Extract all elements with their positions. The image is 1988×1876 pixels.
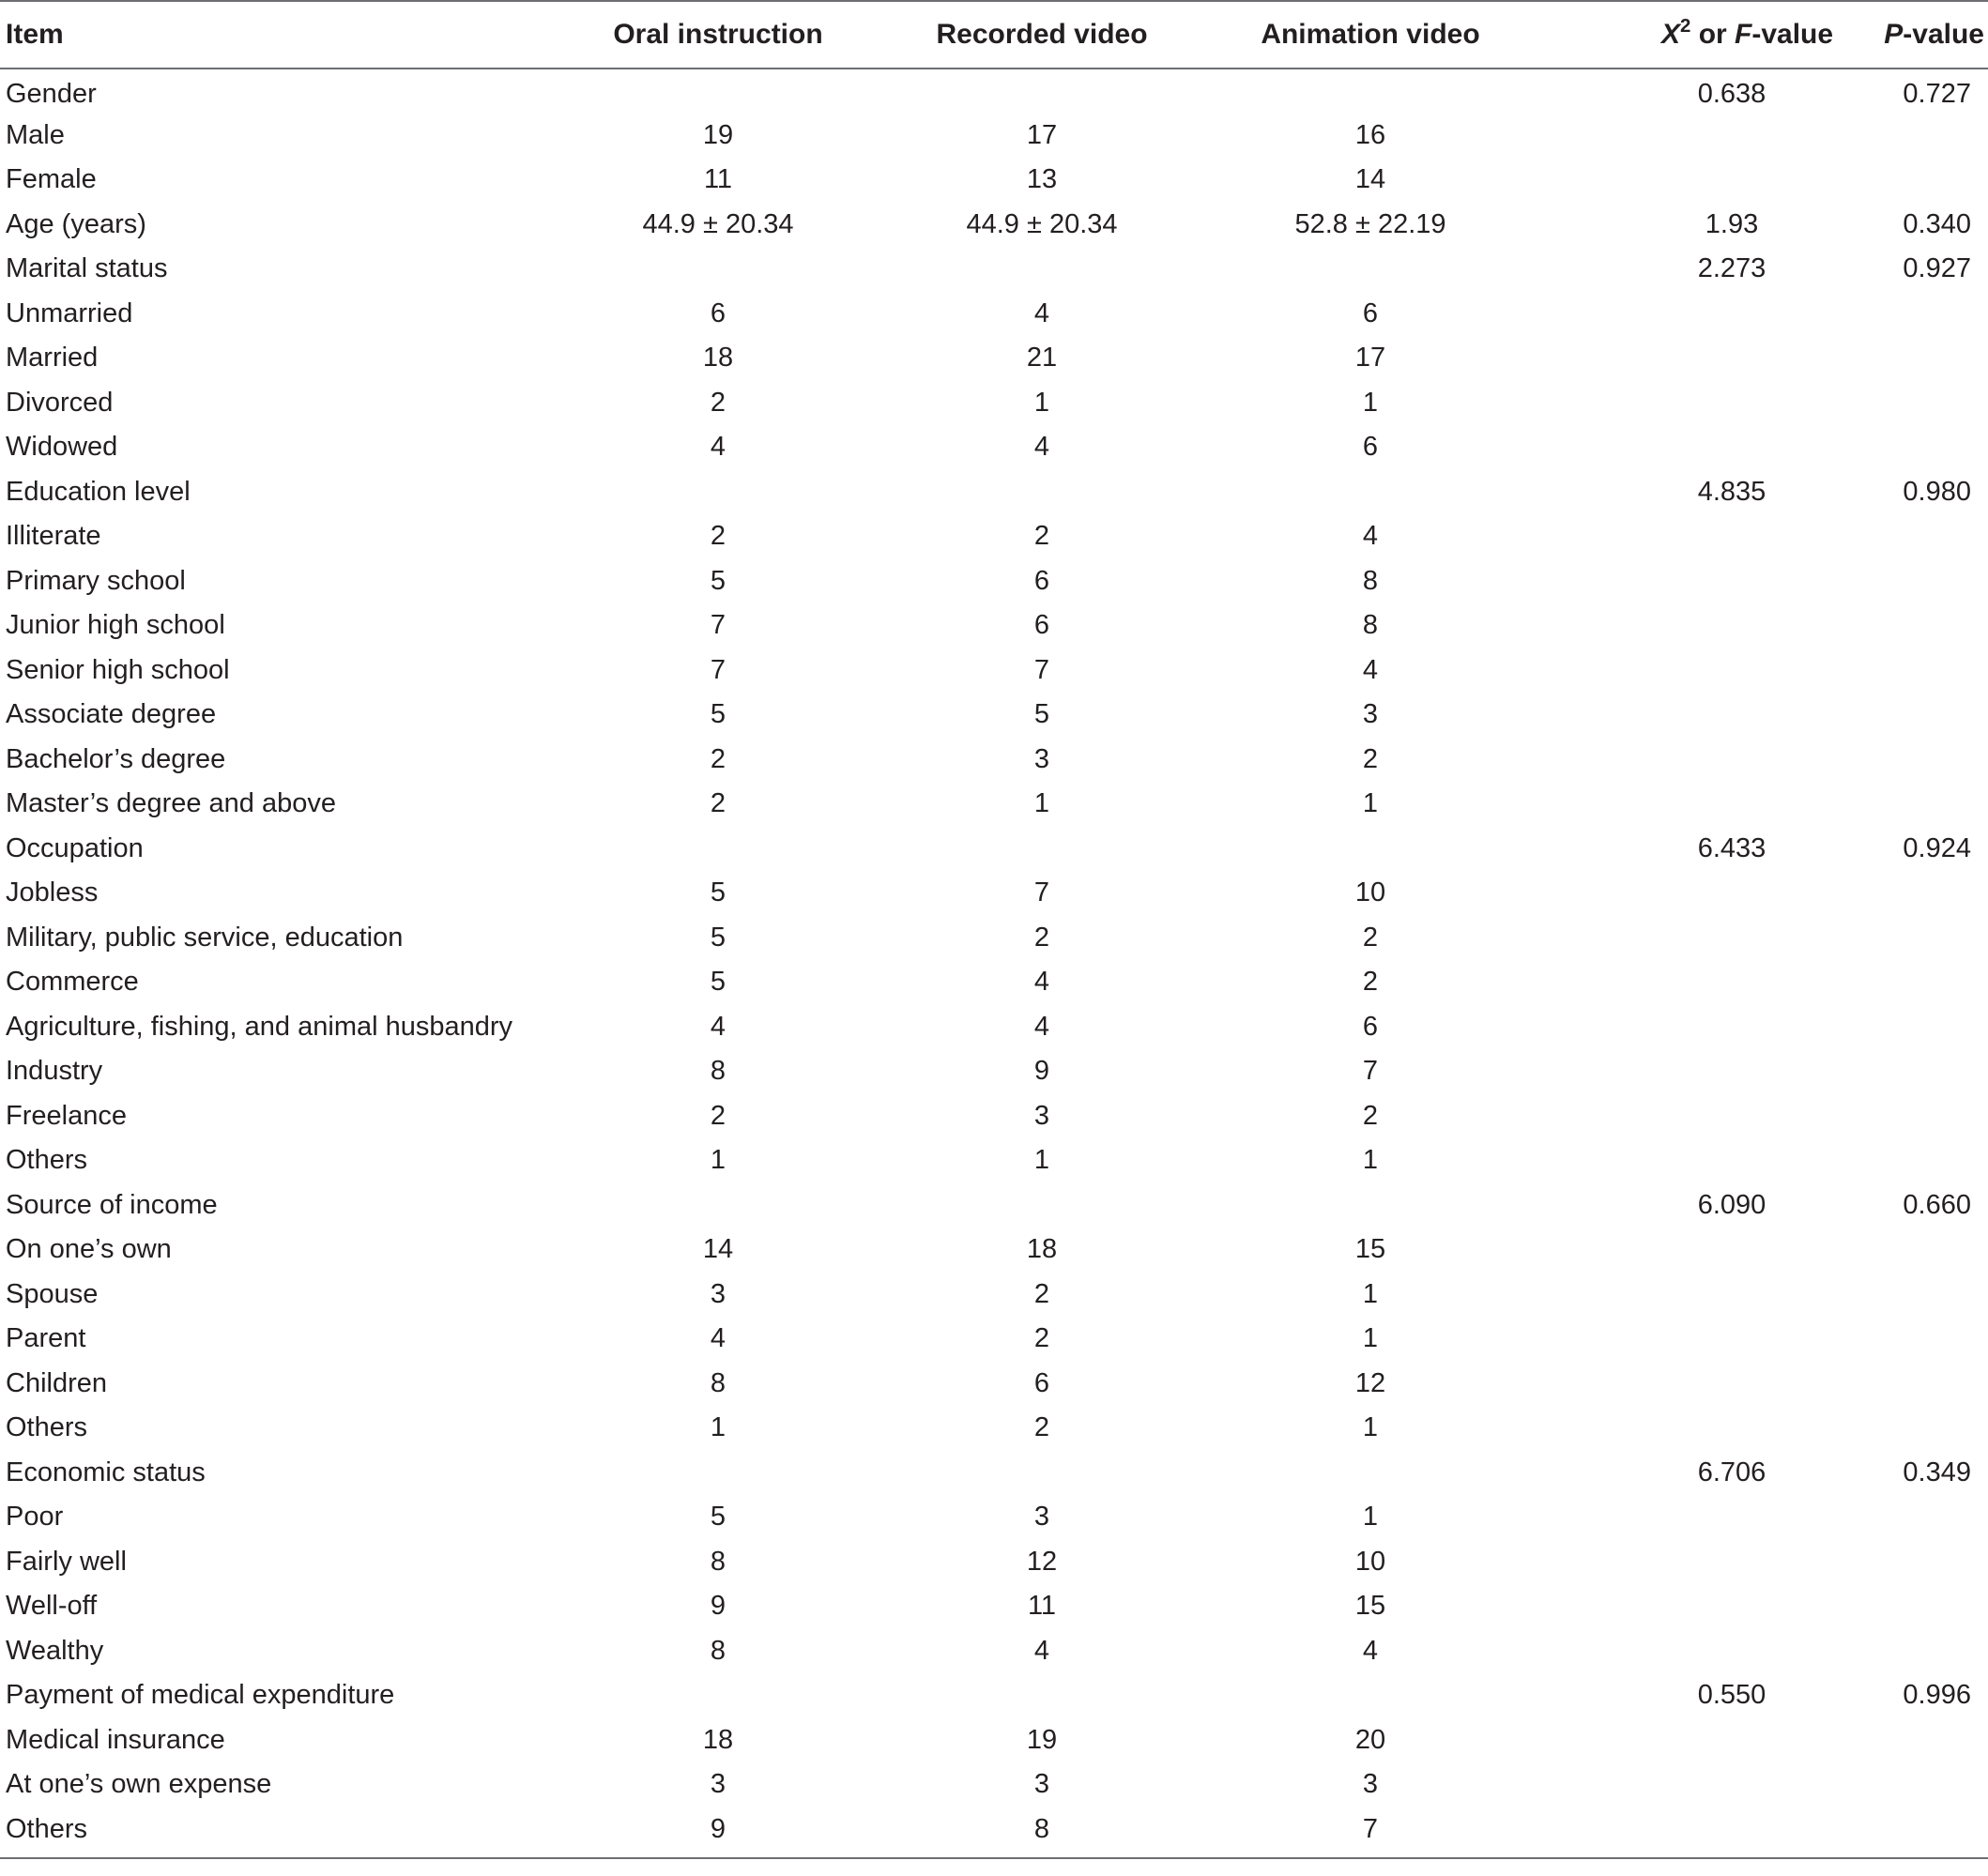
- cell-statistic: [1567, 514, 1802, 559]
- cell-recorded-video: 4: [1033, 1635, 1050, 1666]
- cell-p-value: [1802, 336, 1988, 381]
- cell-p-value: [1802, 1762, 1988, 1807]
- cell-oral-instruction: [526, 1673, 910, 1718]
- table-row: [0, 470, 1988, 515]
- cell-item: Master’s degree and above: [6, 788, 336, 819]
- cell-item: Others: [6, 1145, 88, 1176]
- cell-animation-video: [1173, 1451, 1567, 1496]
- cell-animation-video: 2: [1362, 967, 1379, 998]
- table-row: [0, 336, 1988, 381]
- cell-statistic: [1567, 960, 1802, 1005]
- table-header: [0, 1, 1988, 69]
- cell-animation-video: [1173, 1183, 1567, 1228]
- table-row: [0, 827, 1988, 872]
- cell-oral-instruction: [526, 247, 910, 292]
- cell-oral-instruction: 5: [710, 922, 726, 953]
- cell-oral-instruction: 8: [710, 1367, 726, 1398]
- cell-recorded-video: [910, 1451, 1173, 1496]
- table-row: [0, 1049, 1988, 1094]
- cell-recorded-video: 7: [1033, 877, 1050, 908]
- cell-p-value: [1802, 1005, 1988, 1050]
- cell-oral-instruction: 8: [710, 1056, 726, 1087]
- cell-animation-video: 1: [1362, 1145, 1379, 1176]
- cell-p-value: 0.927: [1903, 253, 1971, 284]
- cell-recorded-video: 2: [1033, 922, 1050, 953]
- header-oral-instruction: Oral instruction: [526, 1, 910, 69]
- cell-p-value: [1802, 292, 1988, 337]
- cell-recorded-video: 19: [1026, 1724, 1058, 1755]
- cell-item: Jobless: [6, 877, 99, 908]
- cell-item: On one’s own: [6, 1234, 172, 1265]
- cell-animation-video: 10: [1354, 1546, 1386, 1577]
- cell-oral-instruction: [526, 827, 910, 872]
- cell-oral-instruction: 4: [710, 1011, 726, 1042]
- cell-recorded-video: 7: [1033, 654, 1050, 685]
- table-row: [0, 648, 1988, 694]
- cell-statistic: 0.550: [1697, 1680, 1766, 1711]
- cell-recorded-video: [910, 69, 1173, 114]
- cell-recorded-video: 5: [1033, 699, 1050, 730]
- cell-recorded-video: 2: [1033, 1412, 1050, 1443]
- cell-item: Economic status: [6, 1457, 206, 1487]
- cell-recorded-video: 11: [1027, 1591, 1057, 1622]
- cell-oral-instruction: 44.9 ± 20.34: [642, 208, 794, 239]
- cell-item: Gender: [6, 78, 97, 109]
- cell-statistic: [1567, 114, 1802, 159]
- table-row: [0, 1094, 1988, 1139]
- cell-oral-instruction: 9: [710, 1591, 726, 1622]
- cell-item: At one’s own expense: [6, 1769, 272, 1800]
- cell-p-value: [1802, 514, 1988, 559]
- cell-animation-video: 8: [1362, 610, 1379, 641]
- cell-p-value: 0.660: [1903, 1189, 1971, 1220]
- cell-p-value: [1802, 1317, 1988, 1362]
- cell-animation-video: 1: [1362, 1323, 1379, 1354]
- cell-p-value: 0.349: [1903, 1457, 1971, 1487]
- header-stat-x: X: [1661, 19, 1681, 50]
- cell-item: Illiterate: [6, 521, 101, 552]
- cell-oral-instruction: 7: [710, 654, 726, 685]
- cell-p-value: [1802, 1807, 1988, 1859]
- cell-oral-instruction: 2: [710, 1100, 726, 1131]
- table-row: [0, 514, 1988, 559]
- cell-recorded-video: 6: [1033, 610, 1050, 641]
- table-row: [0, 1629, 1988, 1674]
- cell-statistic: 2.273: [1697, 253, 1766, 284]
- cell-oral-instruction: 4: [710, 1323, 726, 1354]
- cell-oral-instruction: 9: [526, 1807, 910, 1859]
- cell-item: Freelance: [6, 1100, 127, 1131]
- table-row: [0, 1228, 1988, 1273]
- table-row: [0, 1406, 1988, 1451]
- cell-oral-instruction: [526, 470, 910, 515]
- cell-animation-video: 4: [1362, 1635, 1379, 1666]
- cell-recorded-video: [910, 827, 1173, 872]
- cell-oral-instruction: 18: [702, 1724, 734, 1755]
- table-row: [0, 1495, 1988, 1540]
- table-row: [0, 1183, 1988, 1228]
- cell-statistic: [1567, 648, 1802, 694]
- cell-recorded-video: 3: [1033, 743, 1050, 774]
- cell-animation-video: 3: [1362, 1769, 1379, 1800]
- cell-statistic: 6.433: [1697, 832, 1766, 863]
- cell-item: Fairly well: [6, 1546, 127, 1577]
- cell-recorded-video: 9: [1033, 1056, 1050, 1087]
- cell-animation-video: 2: [1362, 1100, 1379, 1131]
- cell-oral-instruction: 7: [710, 610, 726, 641]
- cell-item: Well-off: [6, 1591, 98, 1622]
- cell-p-value: [1802, 1495, 1988, 1540]
- table-row: [0, 1005, 1988, 1050]
- cell-oral-instruction: 19: [702, 119, 734, 150]
- cell-animation-video: 7: [1362, 1056, 1379, 1087]
- cell-oral-instruction: 6: [710, 297, 726, 328]
- cell-item: Married: [6, 343, 99, 374]
- cell-p-value: [1802, 603, 1988, 648]
- table-row: [0, 1718, 1988, 1763]
- cell-animation-video: 15: [1354, 1234, 1386, 1265]
- cell-statistic: [1567, 158, 1802, 203]
- cell-item: Others: [6, 1412, 88, 1443]
- cell-statistic: [1567, 1629, 1802, 1674]
- cell-statistic: [1567, 738, 1802, 783]
- cell-item: Agriculture, fishing, and animal husbandry: [6, 1011, 513, 1042]
- cell-animation-video: 1: [1362, 1502, 1379, 1533]
- cell-animation-video: 6: [1362, 297, 1379, 328]
- table-row: [0, 1584, 1988, 1629]
- cell-p-value: [1802, 381, 1988, 426]
- cell-oral-instruction: 8: [710, 1546, 726, 1577]
- cell-animation-video: [1173, 69, 1567, 114]
- cell-p-value: [1802, 960, 1988, 1005]
- table-row: [0, 738, 1988, 783]
- cell-statistic: [1567, 381, 1802, 426]
- header-p-letter: P: [1884, 19, 1904, 50]
- cell-p-value: 0.727: [1903, 78, 1971, 109]
- cell-recorded-video: 3: [1033, 1769, 1050, 1800]
- cell-item: Poor: [6, 1502, 64, 1533]
- cell-item: Senior high school: [6, 654, 230, 685]
- table-row: [0, 1317, 1988, 1362]
- cell-item: Widowed: [6, 432, 118, 463]
- cell-oral-instruction: [526, 1451, 910, 1496]
- cell-statistic: [1567, 1094, 1802, 1139]
- cell-p-value: 0.340: [1903, 208, 1971, 239]
- cell-recorded-video: [910, 470, 1173, 515]
- cell-statistic: [1567, 1762, 1802, 1807]
- cell-recorded-video: [910, 1673, 1173, 1718]
- cell-item: Payment of medical expenditure: [6, 1680, 395, 1711]
- cell-statistic: [1567, 1406, 1802, 1451]
- cell-statistic: 0.638: [1697, 78, 1766, 109]
- cell-p-value: [1802, 158, 1988, 203]
- cell-p-value: [1802, 1138, 1988, 1183]
- cell-oral-instruction: 2: [710, 788, 726, 819]
- cell-p-value: [1802, 1629, 1988, 1674]
- cell-statistic: [1567, 693, 1802, 738]
- cell-p-value: [1802, 871, 1988, 916]
- cell-statistic: [1567, 292, 1802, 337]
- cell-item: Associate degree: [6, 699, 217, 730]
- cell-recorded-video: 1: [1033, 1145, 1050, 1176]
- cell-animation-video: 3: [1362, 699, 1379, 730]
- cell-statistic: [1567, 1584, 1802, 1629]
- table-row: [0, 381, 1988, 426]
- header-item: Item: [0, 1, 526, 69]
- table-row: [0, 1451, 1988, 1496]
- cell-item: Junior high school: [6, 610, 225, 641]
- table-row: [0, 1273, 1988, 1318]
- cell-oral-instruction: 11: [703, 164, 733, 195]
- cell-item: Others: [0, 1807, 526, 1859]
- table-row: [0, 1673, 1988, 1718]
- cell-oral-instruction: 4: [710, 432, 726, 463]
- cell-animation-video: 1: [1362, 1412, 1379, 1443]
- cell-recorded-video: 3: [1033, 1100, 1050, 1131]
- table-row: [0, 1362, 1988, 1407]
- table-row: [0, 960, 1988, 1005]
- cell-item: Military, public service, education: [6, 922, 404, 953]
- cell-p-value: 0.996: [1903, 1680, 1971, 1711]
- cell-recorded-video: 2: [1033, 521, 1050, 552]
- cell-statistic: [1567, 1807, 1802, 1859]
- cell-animation-video: 1: [1362, 788, 1379, 819]
- cell-p-value: [1802, 559, 1988, 604]
- cell-statistic: [1567, 1273, 1802, 1318]
- cell-recorded-video: 1: [1033, 387, 1050, 418]
- table-row: [0, 1138, 1988, 1183]
- cell-statistic: [1567, 1049, 1802, 1094]
- cell-statistic: [1567, 1005, 1802, 1050]
- header-stat-f: F: [1735, 19, 1752, 50]
- table-row: [0, 292, 1988, 337]
- cell-statistic: [1567, 336, 1802, 381]
- cell-item: Children: [6, 1367, 107, 1398]
- cell-oral-instruction: 14: [702, 1234, 734, 1265]
- cell-recorded-video: 8: [910, 1807, 1173, 1859]
- cell-recorded-video: 13: [1026, 164, 1058, 195]
- cell-p-value: [1802, 1049, 1988, 1094]
- cell-item: Medical insurance: [6, 1724, 225, 1755]
- cell-p-value: [1802, 1094, 1988, 1139]
- cell-item: Male: [6, 119, 65, 150]
- cell-recorded-video: 4: [1033, 297, 1050, 328]
- cell-statistic: 4.835: [1697, 476, 1766, 507]
- table-row: [0, 1540, 1988, 1585]
- cell-p-value: 0.924: [1903, 832, 1971, 863]
- cell-animation-video: [1173, 247, 1567, 292]
- cell-item: Industry: [6, 1056, 103, 1087]
- cell-oral-instruction: 2: [710, 743, 726, 774]
- table-row: [0, 693, 1988, 738]
- cell-item: Primary school: [6, 565, 186, 596]
- table-row: [0, 425, 1988, 470]
- cell-p-value: 0.980: [1903, 476, 1971, 507]
- cell-animation-video: [1173, 470, 1567, 515]
- cell-statistic: [1567, 916, 1802, 961]
- cell-animation-video: 6: [1362, 1011, 1379, 1042]
- cell-animation-video: 1: [1362, 1278, 1379, 1309]
- cell-oral-instruction: 18: [702, 343, 734, 374]
- cell-p-value: [1802, 425, 1988, 470]
- header-p-suffix: -value: [1903, 19, 1984, 50]
- cell-p-value: [1802, 114, 1988, 159]
- cell-animation-video: [1173, 1673, 1567, 1718]
- cell-item: Female: [6, 164, 97, 195]
- table-row: [0, 916, 1988, 961]
- cell-statistic: 6.090: [1697, 1189, 1766, 1220]
- cell-animation-video: 7: [1173, 1807, 1567, 1859]
- cell-recorded-video: 12: [1026, 1546, 1058, 1577]
- cell-p-value: [1802, 782, 1988, 827]
- table-row: [0, 203, 1988, 248]
- cell-item: Unmarried: [6, 297, 133, 328]
- cell-p-value: [1802, 1228, 1988, 1273]
- cell-oral-instruction: 5: [710, 565, 726, 596]
- cell-statistic: [1567, 782, 1802, 827]
- cell-p-value: [1802, 916, 1988, 961]
- cell-statistic: [1567, 425, 1802, 470]
- cell-recorded-video: 17: [1026, 119, 1058, 150]
- cell-item: Occupation: [6, 832, 144, 863]
- cell-animation-video: 4: [1362, 521, 1379, 552]
- cell-oral-instruction: 1: [710, 1145, 726, 1176]
- cell-recorded-video: 44.9 ± 20.34: [966, 208, 1118, 239]
- table-row: [0, 1807, 1988, 1859]
- cell-recorded-video: 21: [1026, 343, 1058, 374]
- cell-recorded-video: 3: [1033, 1502, 1050, 1533]
- cell-statistic: [1567, 559, 1802, 604]
- cell-statistic: [1567, 1362, 1802, 1407]
- table-row: [0, 1762, 1988, 1807]
- cell-recorded-video: 4: [1033, 432, 1050, 463]
- cell-item: Commerce: [6, 967, 139, 998]
- cell-recorded-video: 6: [1033, 1367, 1050, 1398]
- cell-animation-video: 1: [1362, 387, 1379, 418]
- cell-p-value: [1802, 1718, 1988, 1763]
- cell-recorded-video: 2: [1033, 1323, 1050, 1354]
- header-stat-or: or: [1690, 19, 1736, 50]
- cell-oral-instruction: [526, 69, 910, 114]
- cell-animation-video: 6: [1362, 432, 1379, 463]
- cell-animation-video: [1173, 827, 1567, 872]
- cell-statistic: [1567, 1138, 1802, 1183]
- cell-statistic: 1.93: [1705, 208, 1759, 239]
- cell-statistic: 6.706: [1697, 1457, 1766, 1487]
- cell-oral-instruction: 5: [710, 1502, 726, 1533]
- cell-item: Spouse: [6, 1278, 99, 1309]
- cell-recorded-video: 4: [1033, 1011, 1050, 1042]
- cell-recorded-video: 6: [1033, 565, 1050, 596]
- table-row: [0, 158, 1988, 203]
- cell-animation-video: 16: [1354, 119, 1386, 150]
- cell-p-value: [1802, 1584, 1988, 1629]
- cell-p-value: [1802, 648, 1988, 694]
- cell-item: Wealthy: [6, 1635, 104, 1666]
- header-row: [0, 1, 1988, 69]
- cell-recorded-video: 4: [1033, 967, 1050, 998]
- cell-animation-video: 15: [1354, 1591, 1386, 1622]
- table-row: [0, 114, 1988, 159]
- cell-recorded-video: [910, 247, 1173, 292]
- table-row: [0, 69, 1988, 114]
- cell-item: Marital status: [6, 253, 168, 284]
- table-body: [0, 69, 1988, 1858]
- cell-animation-video: 2: [1362, 743, 1379, 774]
- header-stat-sup: 2: [1680, 15, 1691, 37]
- cell-item: Parent: [6, 1323, 86, 1354]
- cell-oral-instruction: 5: [710, 699, 726, 730]
- cell-oral-instruction: 1: [710, 1412, 726, 1443]
- header-statistic: [1567, 1, 1834, 69]
- cell-statistic: [1567, 1495, 1802, 1540]
- table-row: [0, 871, 1988, 916]
- cell-item: Education level: [6, 476, 191, 507]
- cell-animation-video: 17: [1354, 343, 1386, 374]
- cell-animation-video: 52.8 ± 22.19: [1294, 208, 1446, 239]
- cell-item: Divorced: [6, 387, 114, 418]
- cell-oral-instruction: 2: [710, 521, 726, 552]
- cell-animation-video: 20: [1354, 1724, 1386, 1755]
- cell-statistic: [1567, 1228, 1802, 1273]
- cell-animation-video: 12: [1354, 1367, 1386, 1398]
- cell-statistic: [1567, 1718, 1802, 1763]
- cell-p-value: [1802, 693, 1988, 738]
- cell-animation-video: 8: [1362, 565, 1379, 596]
- cell-statistic: [1567, 1540, 1802, 1585]
- cell-p-value: [1802, 1540, 1988, 1585]
- cell-p-value: [1802, 1362, 1988, 1407]
- header-stat-value: -value: [1751, 19, 1834, 50]
- cell-recorded-video: [910, 1183, 1173, 1228]
- header-animation-video: Animation video: [1173, 1, 1567, 69]
- cell-animation-video: 4: [1362, 654, 1379, 685]
- cell-p-value: [1802, 1406, 1988, 1451]
- header-recorded-video: Recorded video: [910, 1, 1173, 69]
- cell-animation-video: 10: [1354, 877, 1386, 908]
- cell-oral-instruction: 5: [710, 877, 726, 908]
- cell-animation-video: 2: [1362, 922, 1379, 953]
- cell-item: Age (years): [6, 208, 146, 239]
- cell-animation-video: 14: [1354, 164, 1386, 195]
- cell-p-value: [1802, 1273, 1988, 1318]
- cell-recorded-video: 1: [1033, 788, 1050, 819]
- cell-statistic: [1567, 871, 1802, 916]
- cell-item: Bachelor’s degree: [6, 743, 226, 774]
- cell-oral-instruction: 3: [710, 1278, 726, 1309]
- cell-oral-instruction: [526, 1183, 910, 1228]
- cell-oral-instruction: 5: [710, 967, 726, 998]
- cell-statistic: [1567, 1317, 1802, 1362]
- cell-recorded-video: 2: [1033, 1278, 1050, 1309]
- cell-recorded-video: 18: [1026, 1234, 1058, 1265]
- table-row: [0, 247, 1988, 292]
- cell-oral-instruction: 3: [710, 1769, 726, 1800]
- table-row: [0, 603, 1988, 648]
- cell-statistic: [1567, 603, 1802, 648]
- cell-item: Source of income: [6, 1189, 218, 1220]
- cell-p-value: [1802, 738, 1988, 783]
- table-row: [0, 559, 1988, 604]
- table-row: [0, 782, 1988, 827]
- cell-oral-instruction: 8: [710, 1635, 726, 1666]
- cell-oral-instruction: 2: [710, 387, 726, 418]
